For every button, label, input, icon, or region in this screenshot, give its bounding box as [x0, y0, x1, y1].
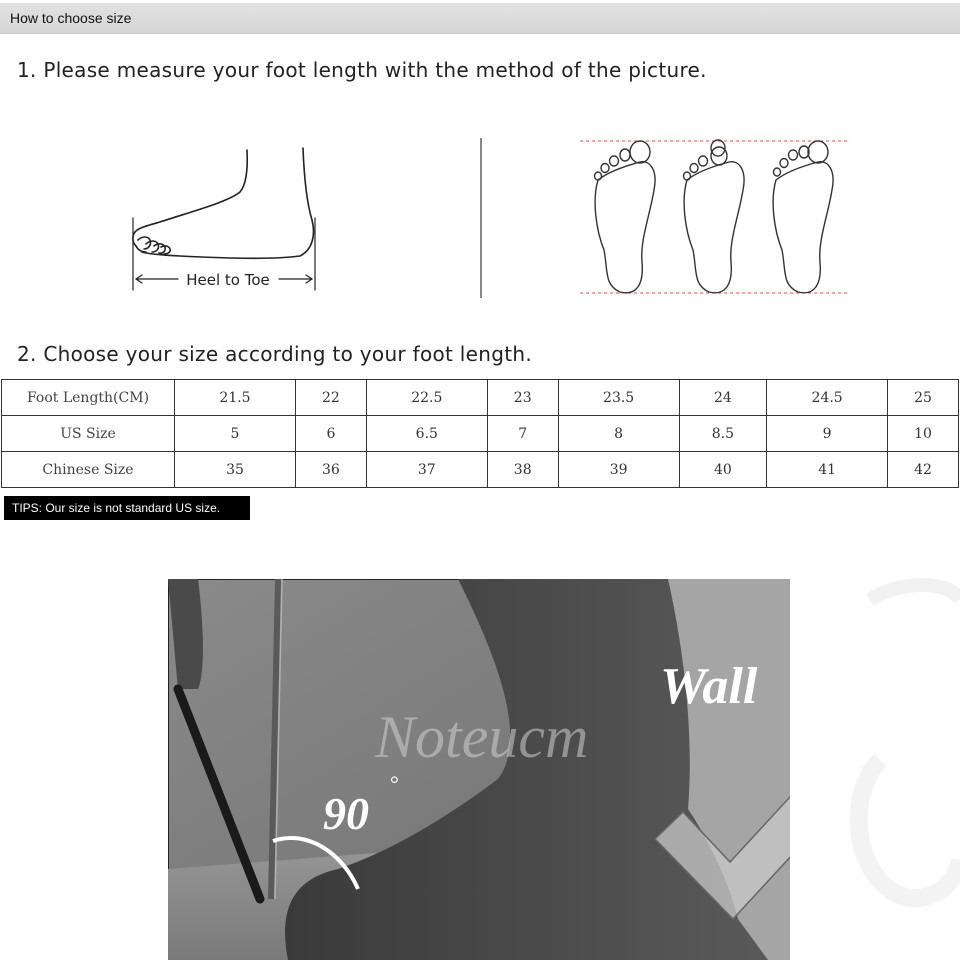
size-chart-table: [1, 379, 959, 488]
table-cell: 8.5: [679, 416, 767, 452]
table-cell: 22.5: [366, 380, 487, 416]
table-cell: 6.5: [366, 416, 487, 452]
table-cell: 8: [558, 416, 679, 452]
footprint-roman: [773, 141, 833, 293]
footprint-egyptian: [595, 141, 656, 293]
table-cell: 39: [558, 452, 679, 488]
table-row: [2, 416, 959, 452]
table-cell: 6: [296, 416, 367, 452]
table-cell: 35: [175, 452, 296, 488]
table-cell: 10: [888, 416, 959, 452]
side-foot-diagram: [133, 148, 315, 290]
table-cell: 24: [679, 380, 767, 416]
wall-label: Wall: [660, 658, 758, 715]
table-cell: 9: [767, 416, 888, 452]
table-cell: 37: [366, 452, 487, 488]
table-cell: 40: [679, 452, 767, 488]
table-cell: 38: [487, 452, 558, 488]
background-watermark-shape: [790, 560, 960, 960]
section-title: How to choose size: [10, 10, 132, 26]
step-1-instruction: 1. Please measure your foot length with the method of the picture.: [17, 58, 707, 82]
table-cell: 25: [888, 380, 959, 416]
table-cell: 23: [487, 380, 558, 416]
table-cell: 24.5: [767, 380, 888, 416]
table-cell: 36: [296, 452, 367, 488]
table-cell: 7: [487, 416, 558, 452]
row-header: Chinese Size: [2, 452, 175, 488]
table-cell: 5: [175, 416, 296, 452]
table-cell: 21.5: [175, 380, 296, 416]
footprint-greek: [684, 140, 745, 293]
angle-label: 90: [323, 788, 369, 839]
table-row: [2, 452, 959, 488]
heel-to-toe-label: Heel to Toe: [186, 271, 270, 289]
row-header: US Size: [2, 416, 175, 452]
brand-watermark: Noteucm: [375, 704, 589, 770]
table-row: [2, 380, 959, 416]
foot-measurement-photo: [168, 579, 790, 960]
table-cell: 22: [296, 380, 367, 416]
table-cell: 41: [767, 452, 888, 488]
table-cell: 42: [888, 452, 959, 488]
degree-symbol: °: [390, 771, 399, 796]
table-cell: 23.5: [558, 380, 679, 416]
foot-measure-illustration: [0, 120, 960, 320]
row-header: Foot Length(CM): [2, 380, 175, 416]
step-2-instruction: 2. Choose your size according to your foot length.: [17, 342, 533, 366]
tips-banner: TIPS: Our size is not standard US size.: [4, 496, 250, 520]
section-header-bar: [0, 3, 960, 34]
